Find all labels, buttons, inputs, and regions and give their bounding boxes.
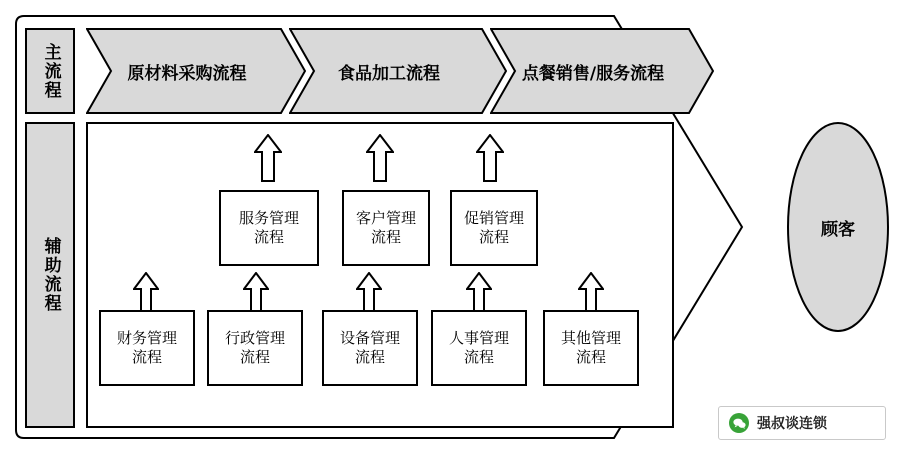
node-line-2: 流程 bbox=[370, 228, 401, 246]
node-administration-management[interactable] bbox=[207, 310, 303, 386]
node-equipment-management[interactable] bbox=[322, 310, 418, 386]
node-line-1: 行政管理 bbox=[224, 328, 285, 347]
node-line-1: 客户管理 bbox=[355, 208, 416, 227]
chevron-label: 点餐销售/服务流程 bbox=[521, 63, 665, 84]
chevron-ordering-sales-service[interactable] bbox=[490, 28, 714, 114]
support-process-label-text: 辅助流程 bbox=[40, 237, 61, 313]
node-line-1: 设备管理 bbox=[339, 328, 400, 347]
node-customer-management[interactable] bbox=[342, 190, 430, 266]
node-line-1: 服务管理 bbox=[238, 208, 299, 227]
node-line-2: 流程 bbox=[478, 228, 509, 246]
chevron-label: 食品加工流程 bbox=[338, 63, 440, 84]
main-process-chevrons bbox=[86, 28, 714, 114]
node-line-1: 财务管理 bbox=[116, 328, 177, 347]
node-finance-management[interactable] bbox=[99, 310, 195, 386]
node-line-1: 人事管理 bbox=[448, 328, 509, 347]
main-process-label-text: 主流程 bbox=[40, 42, 61, 100]
node-hr-management[interactable] bbox=[431, 310, 527, 386]
chevron-food-processing[interactable] bbox=[289, 28, 507, 114]
watermark-badge bbox=[718, 406, 886, 440]
node-line-2: 流程 bbox=[131, 348, 162, 366]
support-process-container bbox=[86, 122, 674, 428]
node-other-management[interactable] bbox=[543, 310, 639, 386]
node-service-management[interactable] bbox=[219, 190, 319, 266]
wechat-icon bbox=[729, 413, 749, 433]
node-line-2: 流程 bbox=[575, 348, 606, 366]
arrow-up-service-to-main bbox=[254, 134, 282, 182]
arrow-up-promotion-to-main bbox=[476, 134, 504, 182]
customer-label: 顾客 bbox=[821, 219, 855, 240]
node-line-2: 流程 bbox=[239, 348, 270, 366]
node-line-1: 其他管理 bbox=[560, 328, 621, 347]
main-process-label bbox=[25, 28, 75, 114]
node-line-2: 流程 bbox=[354, 348, 385, 366]
customer-ellipse[interactable] bbox=[786, 121, 890, 333]
arrow-up-customer-to-main bbox=[366, 134, 394, 182]
watermark-label: 强叔谈连锁 bbox=[757, 416, 827, 432]
node-line-1: 促销管理 bbox=[463, 208, 524, 227]
support-process-label bbox=[25, 122, 75, 428]
chevron-label: 原材料采购流程 bbox=[127, 63, 247, 84]
node-line-2: 流程 bbox=[463, 348, 494, 366]
chevron-raw-material-procurement[interactable] bbox=[86, 28, 306, 114]
node-line-2: 流程 bbox=[253, 228, 284, 246]
node-promotion-management[interactable] bbox=[450, 190, 538, 266]
